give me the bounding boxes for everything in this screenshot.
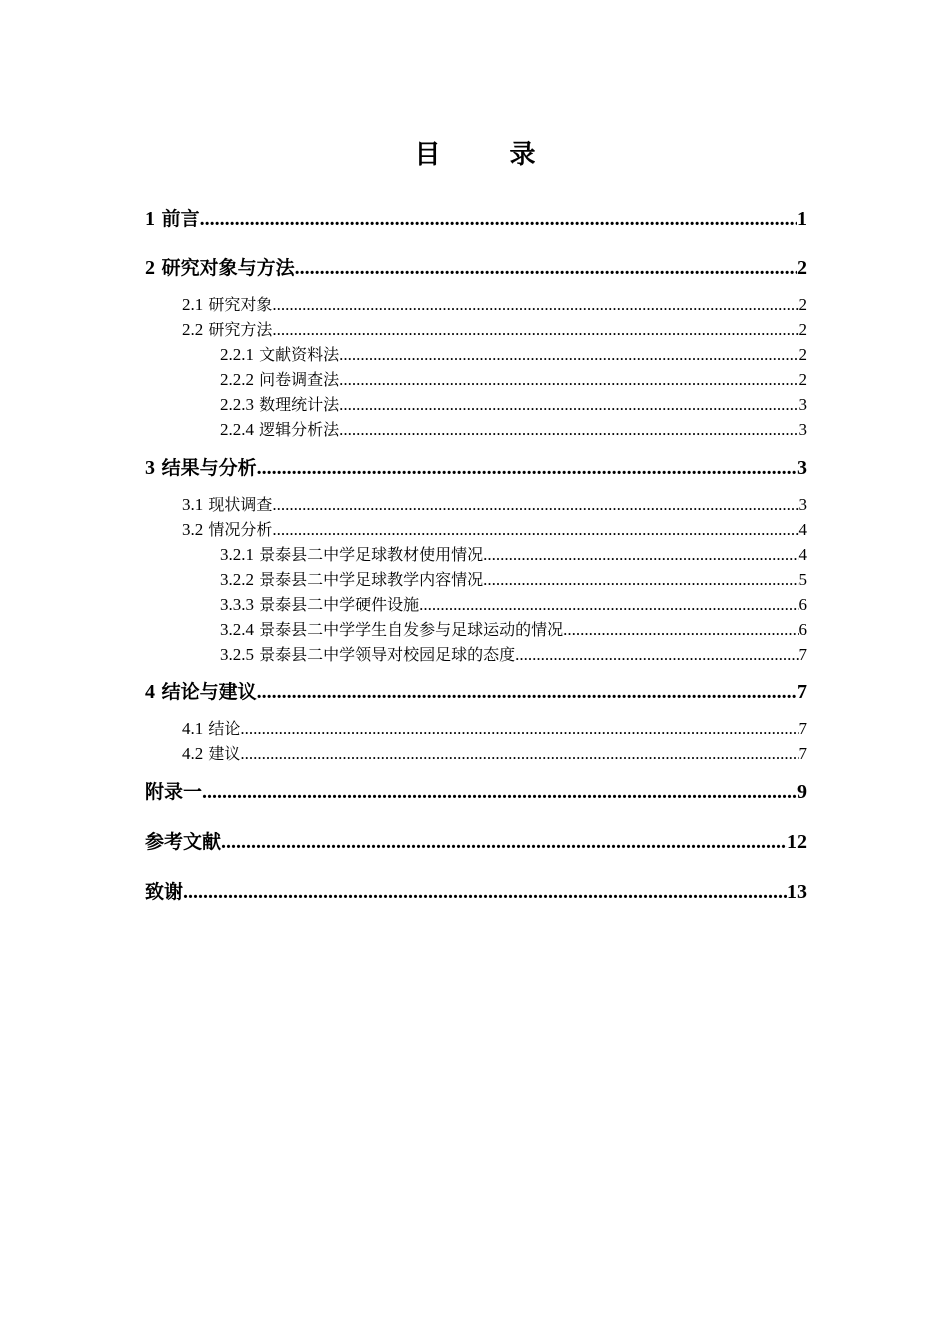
toc-entry-2-2-3[interactable]	[220, 392, 807, 415]
toc-entry-references[interactable]	[145, 827, 807, 854]
toc-entry-3-3-3[interactable]	[220, 592, 807, 615]
dot-leader	[202, 781, 797, 804]
toc-title: 目 录	[414, 140, 566, 170]
toc-entry-4-1[interactable]	[182, 716, 807, 739]
toc-page-number: 4	[798, 520, 807, 539]
toc-page-number: 6	[798, 620, 807, 639]
toc-entry-2[interactable]	[145, 253, 807, 280]
toc-entry-label: 4 结论与建议	[145, 681, 257, 703]
dot-leader	[257, 681, 797, 704]
toc-page-number: 3	[797, 457, 807, 479]
toc-entry-label: 3.1 现状调查	[182, 495, 273, 514]
toc-entry-3-2-1[interactable]	[220, 542, 807, 565]
toc-entry-label: 2.2.4 逻辑分析法	[220, 420, 340, 439]
toc-page-number: 3	[798, 420, 807, 439]
toc-entry-appendix-1[interactable]	[145, 777, 807, 804]
toc-entry-2-2[interactable]	[182, 317, 807, 340]
toc-page-number: 13	[787, 881, 807, 903]
toc-entry-label: 3.2.2 景泰县二中学足球教学内容情况	[220, 570, 484, 589]
dot-leader	[240, 719, 798, 739]
dot-leader	[483, 570, 798, 590]
dot-leader	[221, 831, 787, 854]
dot-leader	[183, 881, 787, 904]
dot-leader	[339, 345, 798, 365]
dot-leader	[240, 744, 798, 764]
toc-entry-label: 3.2.4 景泰县二中学学生自发参与足球运动的情况	[220, 620, 564, 639]
toc-page-number: 4	[798, 545, 807, 564]
toc-entry-label: 2.1 研究对象	[182, 295, 273, 314]
dot-leader	[339, 370, 798, 390]
toc-entry-label: 2.2 研究方法	[182, 320, 273, 339]
toc-entry-label: 2.2.3 数理统计法	[220, 395, 340, 414]
toc-entry-label: 附录一	[145, 781, 203, 803]
toc-entry-label: 2.2.1 文献资料法	[220, 345, 340, 364]
toc-page-number: 2	[798, 370, 807, 389]
toc-entry-4-2[interactable]	[182, 741, 807, 764]
dot-leader	[339, 420, 798, 440]
toc-entry-label: 1 前言	[145, 208, 200, 230]
toc-page-number: 9	[797, 781, 807, 803]
toc-entry-3-2-2[interactable]	[220, 567, 807, 590]
toc-page-number: 5	[798, 570, 807, 589]
toc-entry-2-2-2[interactable]	[220, 367, 807, 390]
toc-page-number: 7	[798, 744, 807, 763]
dot-leader	[200, 208, 797, 231]
toc-entry-acknowledgements[interactable]	[145, 877, 807, 904]
toc-page-number: 2	[798, 345, 807, 364]
dot-leader	[483, 545, 798, 565]
toc-page-number: 7	[797, 681, 807, 703]
toc-entry-3[interactable]	[145, 453, 807, 480]
toc-entry-3-2-4[interactable]	[220, 617, 807, 640]
toc-entry-label: 4.2 建议	[182, 744, 241, 763]
dot-leader	[339, 395, 798, 415]
toc-page-number: 7	[798, 645, 807, 664]
toc-page-number: 2	[798, 320, 807, 339]
toc-entry-2-1[interactable]	[182, 292, 807, 315]
toc-page-number: 3	[798, 395, 807, 414]
toc-entry-label: 2 研究对象与方法	[145, 257, 295, 279]
toc-entry-label: 3.2.1 景泰县二中学足球教材使用情况	[220, 545, 484, 564]
dot-leader	[257, 457, 797, 480]
toc-page-number: 7	[798, 719, 807, 738]
dot-leader	[515, 645, 798, 665]
toc-entry-1[interactable]	[145, 204, 807, 231]
toc-entry-label: 3.3.3 景泰县二中学硬件设施	[220, 595, 420, 614]
toc-entry-2-2-1[interactable]	[220, 342, 807, 365]
toc-page-number: 1	[797, 208, 807, 230]
toc-page-number: 2	[797, 257, 807, 279]
dot-leader	[295, 257, 797, 280]
toc-entry-4[interactable]	[145, 677, 807, 704]
dot-leader	[419, 595, 798, 615]
toc-entry-3-1[interactable]	[182, 492, 807, 515]
dot-leader	[563, 620, 798, 640]
toc-entry-label: 致谢	[145, 881, 184, 903]
toc-entry-label: 3.2 情况分析	[182, 520, 273, 539]
toc-entry-label: 4.1 结论	[182, 719, 241, 738]
toc-entry-label: 3 结果与分析	[145, 457, 257, 479]
toc-entry-3-2[interactable]	[182, 517, 807, 540]
toc-page-number: 12	[787, 831, 807, 853]
toc-entry-label: 2.2.2 问卷调查法	[220, 370, 340, 389]
toc-entry-2-2-4[interactable]	[220, 417, 807, 440]
dot-leader	[272, 520, 798, 540]
toc-page-number: 6	[798, 595, 807, 614]
toc-page-number: 2	[798, 295, 807, 314]
toc-entry-label: 3.2.5 景泰县二中学领导对校园足球的态度	[220, 645, 516, 664]
dot-leader	[272, 320, 798, 340]
dot-leader	[272, 495, 798, 515]
toc-entry-3-2-5[interactable]	[220, 642, 807, 665]
dot-leader	[272, 295, 798, 315]
toc-entry-label: 参考文献	[145, 831, 222, 853]
toc-page-number: 3	[798, 495, 807, 514]
